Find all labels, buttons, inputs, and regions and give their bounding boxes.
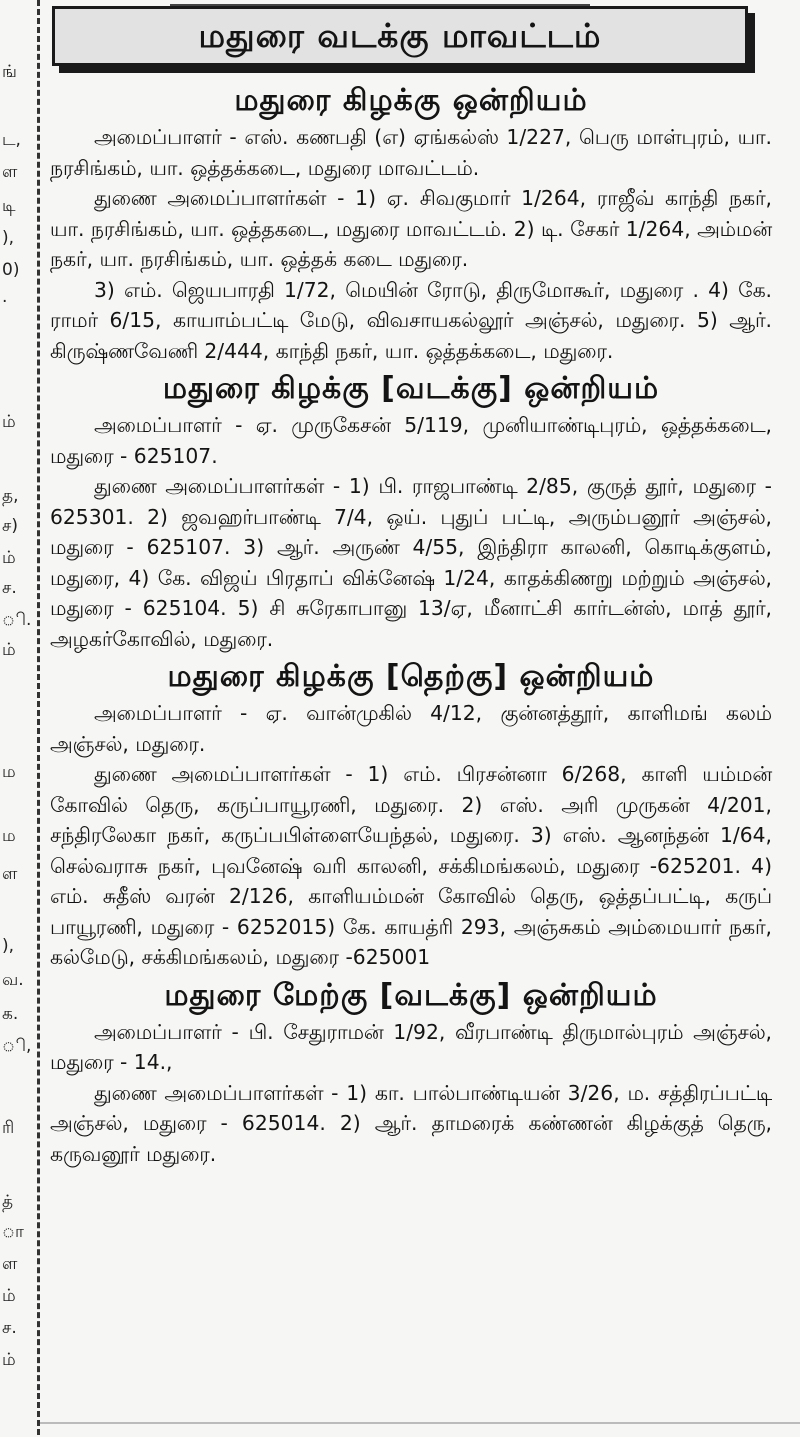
section-heading: மதுரை கிழக்கு [வடக்கு] ஒன்றியம் [162, 371, 660, 406]
organizer-paragraph: அமைப்பாளர் - பி. சேதுராமன் 1/92, வீரபாண்டி திருமால்புரம் அஞ்சல், மதுரை - 14., [50, 1019, 772, 1074]
fragment: ம் [2, 1350, 16, 1370]
fragment: ரி [2, 1118, 15, 1138]
fragment: ம் [2, 1286, 16, 1306]
fragment: க. [2, 1004, 19, 1024]
district-banner: மதுரை வடக்கு மாவட்டம் [52, 6, 748, 66]
organizer-paragraph: அமைப்பாளர் - ஏ. முருகேசன் 5/119, முனியாண்டிபுரம், ஒத்தக்கடை, மதுரை - 625107. [50, 413, 772, 468]
fragment: டி [2, 196, 16, 216]
fragment: ள [2, 864, 18, 884]
fragment: வ. [2, 970, 24, 990]
fragment: ம [2, 826, 16, 846]
fragment: ம் [2, 640, 16, 660]
organizer-paragraph: அமைப்பாளர் - எஸ். கணபதி (எ) ஏங்கல்ஸ் 1/227, பெரு மாள்புரம், யா. நரசிங்கம், யா. ஒத்தக்கடை, மதுரை மாவட்டம். [50, 125, 772, 180]
deputy-paragraph: துணை அமைப்பாளர்கள் - 1) ஏ. சிவகுமார் 1/264, ராஜீவ் காந்தி நகர், யா. நரசிங்கம், யா. ஒத்தகடை, மதுரை மாவட்டம். 2) டி. சேகர் 1/264, அம்மன் நகர், யா. நரசிங்கம், யா. ஒத்தக் கடை மதுரை. [50, 186, 772, 271]
fragment: ச. [2, 578, 17, 598]
fragment: ள [2, 162, 18, 182]
fragment: ச) [2, 516, 19, 536]
fragment: ா [2, 1222, 24, 1242]
article-content [50, 82, 772, 1169]
fragment: த் [2, 1192, 14, 1212]
fragment: ம் [2, 412, 16, 432]
fragment: ம் [2, 548, 16, 568]
fragment: ம [2, 762, 16, 782]
fragment: · [2, 292, 8, 312]
deputy-paragraph: துணை அமைப்பாளர்கள் - 1) பி. ராஜபாண்டி 2/85, குருத் தூர், மதுரை - 625301. 2) ஜவஹர்பாண்டி 7/4, ஒய். புதுப் பட்டி, அரும்பனூர் அஞ்சல், மதுரை - 625107. 3) ஆர். அருண் 4/55, இந்திரா காலனி, கொடிக்குளம், மதுரை, 4) கே. விஜய் பிரதாப் விக்னேஷ் 1/24, காதக்கிணறு மற்றும் அஞ்சல், மதுரை - 625104. 5) சி சுரேகாபானு 13/ஏ, மீனாட்சி கார்டன்ஸ், மாத் தூர், அழகர்கோவில், மதுரை. [50, 474, 772, 651]
section-heading: மதுரை மேற்கு [வடக்கு] ஒன்றியம் [164, 977, 658, 1013]
section-heading: மதுரை கிழக்கு [தெற்கு] ஒன்றியம் [167, 659, 655, 694]
fragment: ி, [2, 1036, 32, 1056]
fragment: ட, [2, 130, 21, 150]
fragment: ச. [2, 1318, 17, 1338]
fragment: ங் [2, 62, 17, 82]
column-divider [37, 0, 40, 1435]
deputy-paragraph: துணை அமைப்பாளர்கள் - 1) எம். பிரசன்னா 6/268, காளி யம்மன் கோவில் தெரு, கருப்பாயூரணி, மதுரை. 2) எஸ். அரி முருகன் 4/201, சந்திரலேகா நகர், கருப்பபிள்ளையேந்தல், மதுரை. 3) எஸ். ஆனந்தன் 1/64, செல்வராசு நகர், புவனேஷ் வரி காலனி, சக்கிமங்கலம், மதுரை -625201. 4) எம். சுதீஸ் வரன் 2/126, காளியம்மன் கோவில் தெரு, ஒத்தப்பட்டி, கருப் பாயூரணி, மதுரை - 6252015) கே. காயத்ரி 293, அஞ்சுகம் அம்மையார் நகர், கல்மேடு, சக்கிமங்கலம், மதுரை -625001 [50, 762, 772, 969]
fragment: ), [2, 936, 15, 956]
deputy-paragraph: துணை அமைப்பாளர்கள் - 1) கா. பால்பாண்டியன் 3/26, ம. சத்திரப்பட்டி அஞ்சல், மதுரை - 625014. 2) ஆர். தாமரைக் கண்ணன் கிழக்குத் தெரு, கருவனூர் மதுரை. [50, 1080, 772, 1166]
fragment: த, [2, 486, 19, 506]
article [50, 0, 778, 1435]
fragment: ), [2, 228, 15, 248]
fragment: ள [2, 1254, 18, 1274]
fragment: 0) [2, 260, 20, 280]
fragment: ி. [2, 610, 32, 630]
deputy-paragraph-continued: 3) எம். ஜெயபாரதி 1/72, மெயின் ரோடு, திருமோகூர், மதுரை . 4) கே. ராமர் 6/15, காயாம்பட்டி மேடு, விவசாயகல்லூர் அஞ்சல், மதுரை. 5) ஆர். கிருஷ்ணவேணி 2/444, காந்தி நகர், யா. ஒத்தக்கடை, மதுரை. [50, 277, 772, 363]
section-heading: மதுரை கிழக்கு ஒன்றியம் [234, 83, 588, 118]
organizer-paragraph: அமைப்பாளர் - ஏ. வான்முகில் 4/12, குன்னத்தூர், காளிமங் கலம் அஞ்சல், மதுரை. [50, 701, 772, 756]
adjacent-column-fragments [0, 0, 34, 1435]
